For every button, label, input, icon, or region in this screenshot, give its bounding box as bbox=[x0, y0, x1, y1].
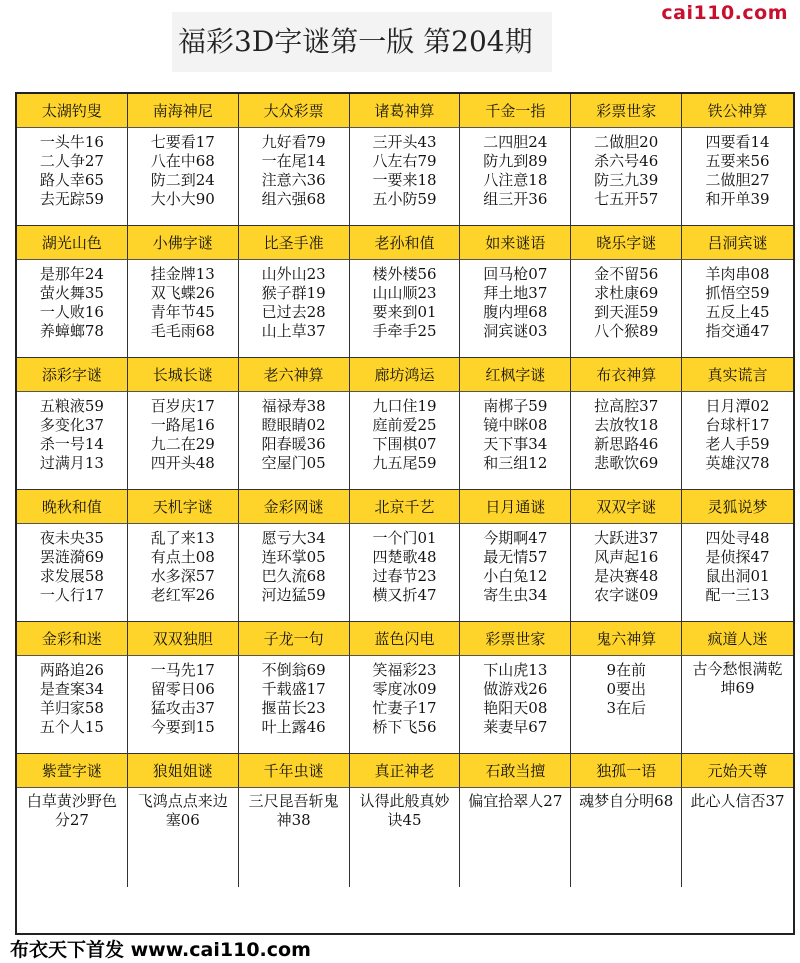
column-header: 双双独胆 bbox=[128, 622, 239, 656]
riddle-line: 路人幸65 bbox=[39, 171, 104, 189]
riddle-line: 是查案34 bbox=[39, 680, 104, 698]
riddle-line: 三尺昆吾斩鬼神38 bbox=[248, 792, 339, 829]
riddle-line: 有点土08 bbox=[150, 548, 215, 566]
riddle-line: 二人争27 bbox=[39, 152, 104, 170]
riddle-line: 今期啊47 bbox=[483, 529, 548, 547]
riddle-cell bbox=[571, 392, 682, 490]
page-title: 福彩3D字谜第一版 第204期 bbox=[178, 25, 533, 58]
riddle-line: 求发展58 bbox=[39, 567, 104, 585]
riddle-line: 忙妻子17 bbox=[372, 699, 437, 717]
riddle-line: 到天涯59 bbox=[594, 303, 659, 321]
riddle-cell bbox=[239, 392, 350, 490]
riddle-line: 大小大90 bbox=[150, 190, 215, 208]
riddle-cell bbox=[350, 128, 461, 226]
riddle-line: 最无情57 bbox=[483, 548, 548, 566]
riddle-line: 乱了来13 bbox=[150, 529, 215, 547]
riddle-cell bbox=[17, 788, 128, 887]
column-header: 蓝色闪电 bbox=[350, 622, 461, 656]
column-header: 湖光山色 bbox=[17, 226, 128, 260]
riddle-line: 杀六号46 bbox=[594, 152, 659, 170]
footer-banner: 布衣天下首发 www.cai110.com bbox=[10, 938, 370, 963]
riddle-line: 千载盛17 bbox=[261, 680, 326, 698]
riddle-line: 防三九39 bbox=[594, 171, 659, 189]
riddle-line: 楼外楼56 bbox=[372, 265, 437, 283]
column-header: 北京千艺 bbox=[350, 490, 461, 524]
riddle-line: 小白兔12 bbox=[483, 567, 548, 585]
riddle-cell bbox=[571, 128, 682, 226]
riddle-line: 农字谜09 bbox=[594, 586, 659, 604]
riddle-line: 一个门01 bbox=[372, 529, 437, 547]
column-header: 灵狐说梦 bbox=[682, 490, 793, 524]
riddle-line: 去无踪59 bbox=[39, 190, 104, 208]
riddle-cell bbox=[460, 260, 571, 358]
riddle-line: 老红军26 bbox=[150, 586, 215, 604]
riddle-cell bbox=[460, 788, 571, 887]
riddle-line: 百岁庆17 bbox=[150, 397, 215, 415]
riddle-line: 二做胆20 bbox=[594, 133, 659, 151]
riddle-line: 新思路46 bbox=[594, 435, 659, 453]
riddle-line: 和三组12 bbox=[483, 454, 548, 472]
riddle-cell bbox=[571, 260, 682, 358]
column-header: 金彩和迷 bbox=[17, 622, 128, 656]
riddle-line: 做游戏26 bbox=[483, 680, 548, 698]
riddle-line: 组六强68 bbox=[261, 190, 326, 208]
riddle-table bbox=[15, 92, 795, 935]
column-header: 鬼六神算 bbox=[571, 622, 682, 656]
riddle-cell bbox=[571, 656, 682, 754]
riddle-line: 古今愁恨满乾坤69 bbox=[692, 660, 783, 697]
riddle-line: 揠苗长23 bbox=[261, 699, 326, 717]
riddle-line: 悲歌饮69 bbox=[594, 454, 659, 472]
riddle-line: 五小防59 bbox=[372, 190, 437, 208]
riddle-line: 天下事34 bbox=[483, 435, 548, 453]
riddle-line: 九口住19 bbox=[372, 397, 437, 415]
riddle-line: 二四胆24 bbox=[483, 133, 548, 151]
riddle-line: 洞宾谜03 bbox=[483, 322, 548, 340]
riddle-line: 3在后 bbox=[606, 699, 646, 717]
riddle-line: 猴子群19 bbox=[261, 284, 326, 302]
riddle-line: 9在前 bbox=[606, 661, 646, 679]
riddle-line: 五个人15 bbox=[39, 718, 104, 736]
column-header: 双双字谜 bbox=[571, 490, 682, 524]
column-header: 真实谎言 bbox=[682, 358, 793, 392]
riddle-line: 巴久流68 bbox=[261, 567, 326, 585]
riddle-line: 留零日06 bbox=[150, 680, 215, 698]
column-header: 诸葛神算 bbox=[350, 94, 461, 128]
watermark-logo: cai110.com bbox=[661, 2, 788, 24]
riddle-line: 庭前爱25 bbox=[372, 416, 437, 434]
riddle-cell bbox=[460, 656, 571, 754]
riddle-line: 风声起16 bbox=[594, 548, 659, 566]
riddle-line: 拜土地37 bbox=[483, 284, 548, 302]
riddle-line: 是决赛48 bbox=[594, 567, 659, 585]
riddle-cell bbox=[239, 656, 350, 754]
riddle-line: 山山顺23 bbox=[372, 284, 437, 302]
riddle-line: 八注意18 bbox=[483, 171, 548, 189]
riddle-cell bbox=[17, 128, 128, 226]
riddle-cell bbox=[682, 524, 793, 622]
riddle-line: 镜中眯08 bbox=[483, 416, 548, 434]
column-header: 南海神尼 bbox=[128, 94, 239, 128]
riddle-line: 过满月13 bbox=[39, 454, 104, 472]
column-header: 铁公神算 bbox=[682, 94, 793, 128]
riddle-line: 四要看14 bbox=[705, 133, 770, 151]
riddle-line: 羊肉串08 bbox=[705, 265, 770, 283]
riddle-line: 一人行17 bbox=[39, 586, 104, 604]
riddle-line: 桥下飞56 bbox=[372, 718, 437, 736]
riddle-line: 两路追26 bbox=[39, 661, 104, 679]
riddle-cell bbox=[460, 392, 571, 490]
column-header: 添彩字谜 bbox=[17, 358, 128, 392]
riddle-line: 空屋门05 bbox=[261, 454, 326, 472]
riddle-cell bbox=[239, 260, 350, 358]
riddle-line: 山上草37 bbox=[261, 322, 326, 340]
riddle-line: 罢涟漪69 bbox=[39, 548, 104, 566]
riddle-line: 猛攻击37 bbox=[150, 699, 215, 717]
riddle-cell bbox=[350, 788, 461, 887]
riddle-line: 九好看79 bbox=[261, 133, 326, 151]
riddle-cell bbox=[350, 656, 461, 754]
riddle-cell bbox=[682, 788, 793, 887]
riddle-line: 二做胆27 bbox=[705, 171, 770, 189]
riddle-line: 笑福彩23 bbox=[372, 661, 437, 679]
column-header: 彩票世家 bbox=[571, 94, 682, 128]
riddle-cell bbox=[17, 260, 128, 358]
column-header: 千金一指 bbox=[460, 94, 571, 128]
column-header: 日月通谜 bbox=[460, 490, 571, 524]
column-header: 晓乐字谜 bbox=[571, 226, 682, 260]
riddle-line: 防九到89 bbox=[483, 152, 548, 170]
riddle-line: 大跃进37 bbox=[594, 529, 659, 547]
riddle-line: 南梆子59 bbox=[483, 397, 548, 415]
riddle-line: 寄生虫34 bbox=[483, 586, 548, 604]
riddle-line: 零度冰09 bbox=[372, 680, 437, 698]
column-header: 子龙一句 bbox=[239, 622, 350, 656]
riddle-line: 台球杆17 bbox=[705, 416, 770, 434]
riddle-line: 拉高腔37 bbox=[594, 397, 659, 415]
riddle-line: 飞鸿点点来边塞06 bbox=[137, 792, 228, 829]
column-header: 彩票世家 bbox=[460, 622, 571, 656]
riddle-line: 此心人信否37 bbox=[690, 792, 785, 810]
riddle-line: 五粮液59 bbox=[39, 397, 104, 415]
riddle-cell bbox=[239, 128, 350, 226]
riddle-line: 萤火舞35 bbox=[39, 284, 104, 302]
column-header: 晚秋和值 bbox=[17, 490, 128, 524]
riddle-line: 下围棋07 bbox=[372, 435, 437, 453]
riddle-line: 要来到01 bbox=[372, 303, 437, 321]
riddle-line: 八在中68 bbox=[150, 152, 215, 170]
column-header: 真正神老 bbox=[350, 754, 461, 788]
riddle-line: 愿亏大34 bbox=[261, 529, 326, 547]
column-header: 比圣手准 bbox=[239, 226, 350, 260]
riddle-line: 偏宜拾翠人27 bbox=[468, 792, 563, 810]
riddle-line: 一在尾14 bbox=[261, 152, 326, 170]
riddle-cell bbox=[17, 392, 128, 490]
riddle-line: 八个猴89 bbox=[594, 322, 659, 340]
riddle-line: 防二到24 bbox=[150, 171, 215, 189]
riddle-line: 多变化37 bbox=[39, 416, 104, 434]
riddle-cell bbox=[460, 128, 571, 226]
riddle-line: 四开头48 bbox=[150, 454, 215, 472]
riddle-line: 魂梦自分明68 bbox=[579, 792, 674, 810]
column-header: 千年虫谜 bbox=[239, 754, 350, 788]
riddle-line: 组三开36 bbox=[483, 190, 548, 208]
riddle-cell bbox=[239, 524, 350, 622]
riddle-line: 一要来18 bbox=[372, 171, 437, 189]
riddle-line: 双飞蝶26 bbox=[150, 284, 215, 302]
riddle-line: 阳春暖36 bbox=[261, 435, 326, 453]
riddle-line: 一路尾16 bbox=[150, 416, 215, 434]
riddle-line: 已过去28 bbox=[261, 303, 326, 321]
riddle-line: 一人败16 bbox=[39, 303, 104, 321]
riddle-cell bbox=[128, 260, 239, 358]
riddle-cell bbox=[571, 524, 682, 622]
riddle-cell bbox=[682, 656, 793, 754]
riddle-line: 山外山23 bbox=[261, 265, 326, 283]
riddle-line: 羊归家58 bbox=[39, 699, 104, 717]
riddle-line: 一马先17 bbox=[150, 661, 215, 679]
riddle-cell bbox=[571, 788, 682, 887]
riddle-line: 河边猛59 bbox=[261, 586, 326, 604]
riddle-line: 0要出 bbox=[606, 680, 646, 698]
riddle-line: 七五开57 bbox=[594, 190, 659, 208]
riddle-line: 注意六36 bbox=[261, 171, 326, 189]
column-header: 大众彩票 bbox=[239, 94, 350, 128]
riddle-line: 四楚歌48 bbox=[372, 548, 437, 566]
riddle-line: 青年节45 bbox=[150, 303, 215, 321]
riddle-line: 叶上露46 bbox=[261, 718, 326, 736]
riddle-line: 艳阳天08 bbox=[483, 699, 548, 717]
riddle-line: 去放牧18 bbox=[594, 416, 659, 434]
riddle-line: 杀一号14 bbox=[39, 435, 104, 453]
riddle-line: 不倒翁69 bbox=[261, 661, 326, 679]
riddle-cell bbox=[350, 392, 461, 490]
riddle-cell bbox=[128, 128, 239, 226]
column-header: 疯道人迷 bbox=[682, 622, 793, 656]
column-header: 长城长谜 bbox=[128, 358, 239, 392]
riddle-line: 挂金牌13 bbox=[150, 265, 215, 283]
riddle-line: 抓悟空59 bbox=[705, 284, 770, 302]
column-header: 小佛字谜 bbox=[128, 226, 239, 260]
riddle-line: 过春节23 bbox=[372, 567, 437, 585]
riddle-cell bbox=[128, 392, 239, 490]
riddle-cell bbox=[682, 260, 793, 358]
column-header: 红枫字谜 bbox=[460, 358, 571, 392]
column-header: 廊坊鸿运 bbox=[350, 358, 461, 392]
riddle-line: 横又折47 bbox=[372, 586, 437, 604]
riddle-line: 指交通47 bbox=[705, 322, 770, 340]
riddle-line: 日月潭02 bbox=[705, 397, 770, 415]
riddle-line: 九五尾59 bbox=[372, 454, 437, 472]
riddle-line: 夜未央35 bbox=[39, 529, 104, 547]
riddle-line: 瞪眼睛02 bbox=[261, 416, 326, 434]
column-header: 太湖钓叟 bbox=[17, 94, 128, 128]
riddle-line: 五反上45 bbox=[705, 303, 770, 321]
riddle-line: 是侦探47 bbox=[705, 548, 770, 566]
riddle-line: 莱妻早67 bbox=[483, 718, 548, 736]
riddle-line: 手牵手25 bbox=[372, 322, 437, 340]
riddle-line: 腹内埋68 bbox=[483, 303, 548, 321]
riddle-cell bbox=[128, 524, 239, 622]
riddle-cell bbox=[460, 524, 571, 622]
column-header: 老六神算 bbox=[239, 358, 350, 392]
riddle-line: 回马枪07 bbox=[483, 265, 548, 283]
riddle-line: 认得此般真妙诀45 bbox=[359, 792, 450, 829]
riddle-line: 五要来56 bbox=[705, 152, 770, 170]
riddle-line: 英雄汉78 bbox=[705, 454, 770, 472]
column-header: 布衣神算 bbox=[571, 358, 682, 392]
column-header: 石敢当擅 bbox=[460, 754, 571, 788]
column-header: 狼姐姐谜 bbox=[128, 754, 239, 788]
riddle-line: 八左右79 bbox=[372, 152, 437, 170]
riddle-cell bbox=[17, 524, 128, 622]
riddle-cell bbox=[350, 260, 461, 358]
riddle-line: 配一三13 bbox=[705, 586, 770, 604]
riddle-cell bbox=[17, 656, 128, 754]
riddle-line: 是那年24 bbox=[39, 265, 104, 283]
riddle-line: 三开头43 bbox=[372, 133, 437, 151]
riddle-line: 连环掌05 bbox=[261, 548, 326, 566]
riddle-line: 下山虎13 bbox=[483, 661, 548, 679]
column-header: 如来谜语 bbox=[460, 226, 571, 260]
column-header: 金彩网谜 bbox=[239, 490, 350, 524]
column-header: 天机字谜 bbox=[128, 490, 239, 524]
riddle-line: 一头牛16 bbox=[39, 133, 104, 151]
riddle-line: 鼠出洞01 bbox=[705, 567, 770, 585]
riddle-line: 老人手59 bbox=[705, 435, 770, 453]
riddle-line: 四处寻48 bbox=[705, 529, 770, 547]
riddle-cell bbox=[128, 656, 239, 754]
riddle-line: 今要到15 bbox=[150, 718, 215, 736]
riddle-line: 九二在29 bbox=[150, 435, 215, 453]
riddle-cell bbox=[682, 128, 793, 226]
riddle-line: 白草黄沙野色分27 bbox=[26, 792, 117, 829]
riddle-line: 毛毛雨68 bbox=[150, 322, 215, 340]
riddle-cell bbox=[239, 788, 350, 887]
riddle-line: 水多深57 bbox=[150, 567, 215, 585]
column-header: 元始天尊 bbox=[682, 754, 793, 788]
riddle-line: 七要看17 bbox=[150, 133, 215, 151]
column-header: 老孙和值 bbox=[350, 226, 461, 260]
column-header: 紫萱字谜 bbox=[17, 754, 128, 788]
riddle-cell bbox=[128, 788, 239, 887]
riddle-line: 养蟑螂78 bbox=[39, 322, 104, 340]
column-header: 独孤一语 bbox=[571, 754, 682, 788]
riddle-cell bbox=[682, 392, 793, 490]
riddle-line: 福禄寿38 bbox=[261, 397, 326, 415]
riddle-cell bbox=[350, 524, 461, 622]
riddle-line: 求杜康69 bbox=[594, 284, 659, 302]
riddle-line: 和开单39 bbox=[705, 190, 770, 208]
riddle-line: 金不留56 bbox=[594, 265, 659, 283]
column-header: 吕洞宾谜 bbox=[682, 226, 793, 260]
